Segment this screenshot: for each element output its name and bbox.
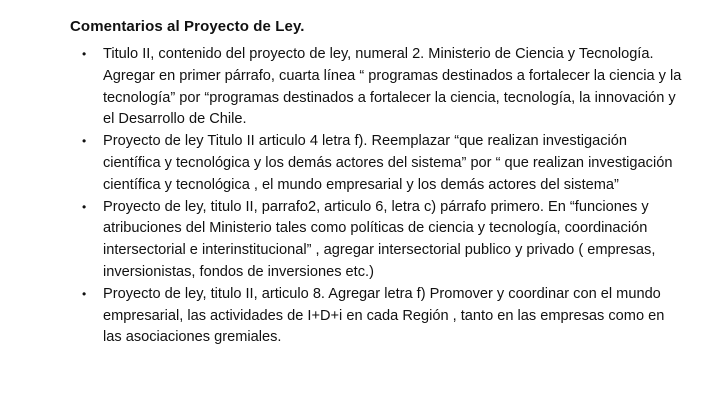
list-item [82,44,682,131]
list-item-text: Proyecto de ley, titulo II, parrafo2, articulo 6, letra c) párrafo primero. En “funciones y atribuciones del Ministerio tales como políticas de ciencia y tecnología, coordinación intersectorial e interinstitucional” , agregar intersectorial publico y privado ( empresas, inversionistas, fondos de inversiones etc.) [103,198,656,280]
list-item-text: Proyecto de ley Titulo II articulo 4 letra f). Reemplazar “que realizan investigación científica y tecnológica y los demás actores del sistema” por “ que realizan investigación científica y tecnológica , el mundo empresarial y los demás actores del sistema” [103,133,673,193]
list-item [82,197,682,284]
bullet-list [82,44,682,349]
list-item [82,131,682,196]
bullet-dot-icon: • [82,134,87,149]
list-item [82,284,682,349]
slide-title: Comentarios al Proyecto de Ley. [70,18,305,35]
list-item-text: Titulo II, contenido del proyecto de ley, numeral 2. Ministerio de Ciencia y Tecnología. Agregar en primer párrafo, cuarta línea “ programas destinados a fortalecer la ciencia y la tecnología” por “programas destinados a fortalecer la ciencia, tecnología, la innovación y el Desarrollo de Chile. [103,46,682,128]
bullet-dot-icon: • [82,286,87,301]
bullet-dot-icon: • [82,199,87,214]
bullet-dot-icon: • [82,47,87,61]
list-item-text: Proyecto de ley, titulo II, articulo 8. Agregar letra f) Promover y coordinar con el mundo empresarial, las actividades de I+D+i en cada Región , tanto en las empresas como en las asociaciones gremiales. [103,285,665,346]
